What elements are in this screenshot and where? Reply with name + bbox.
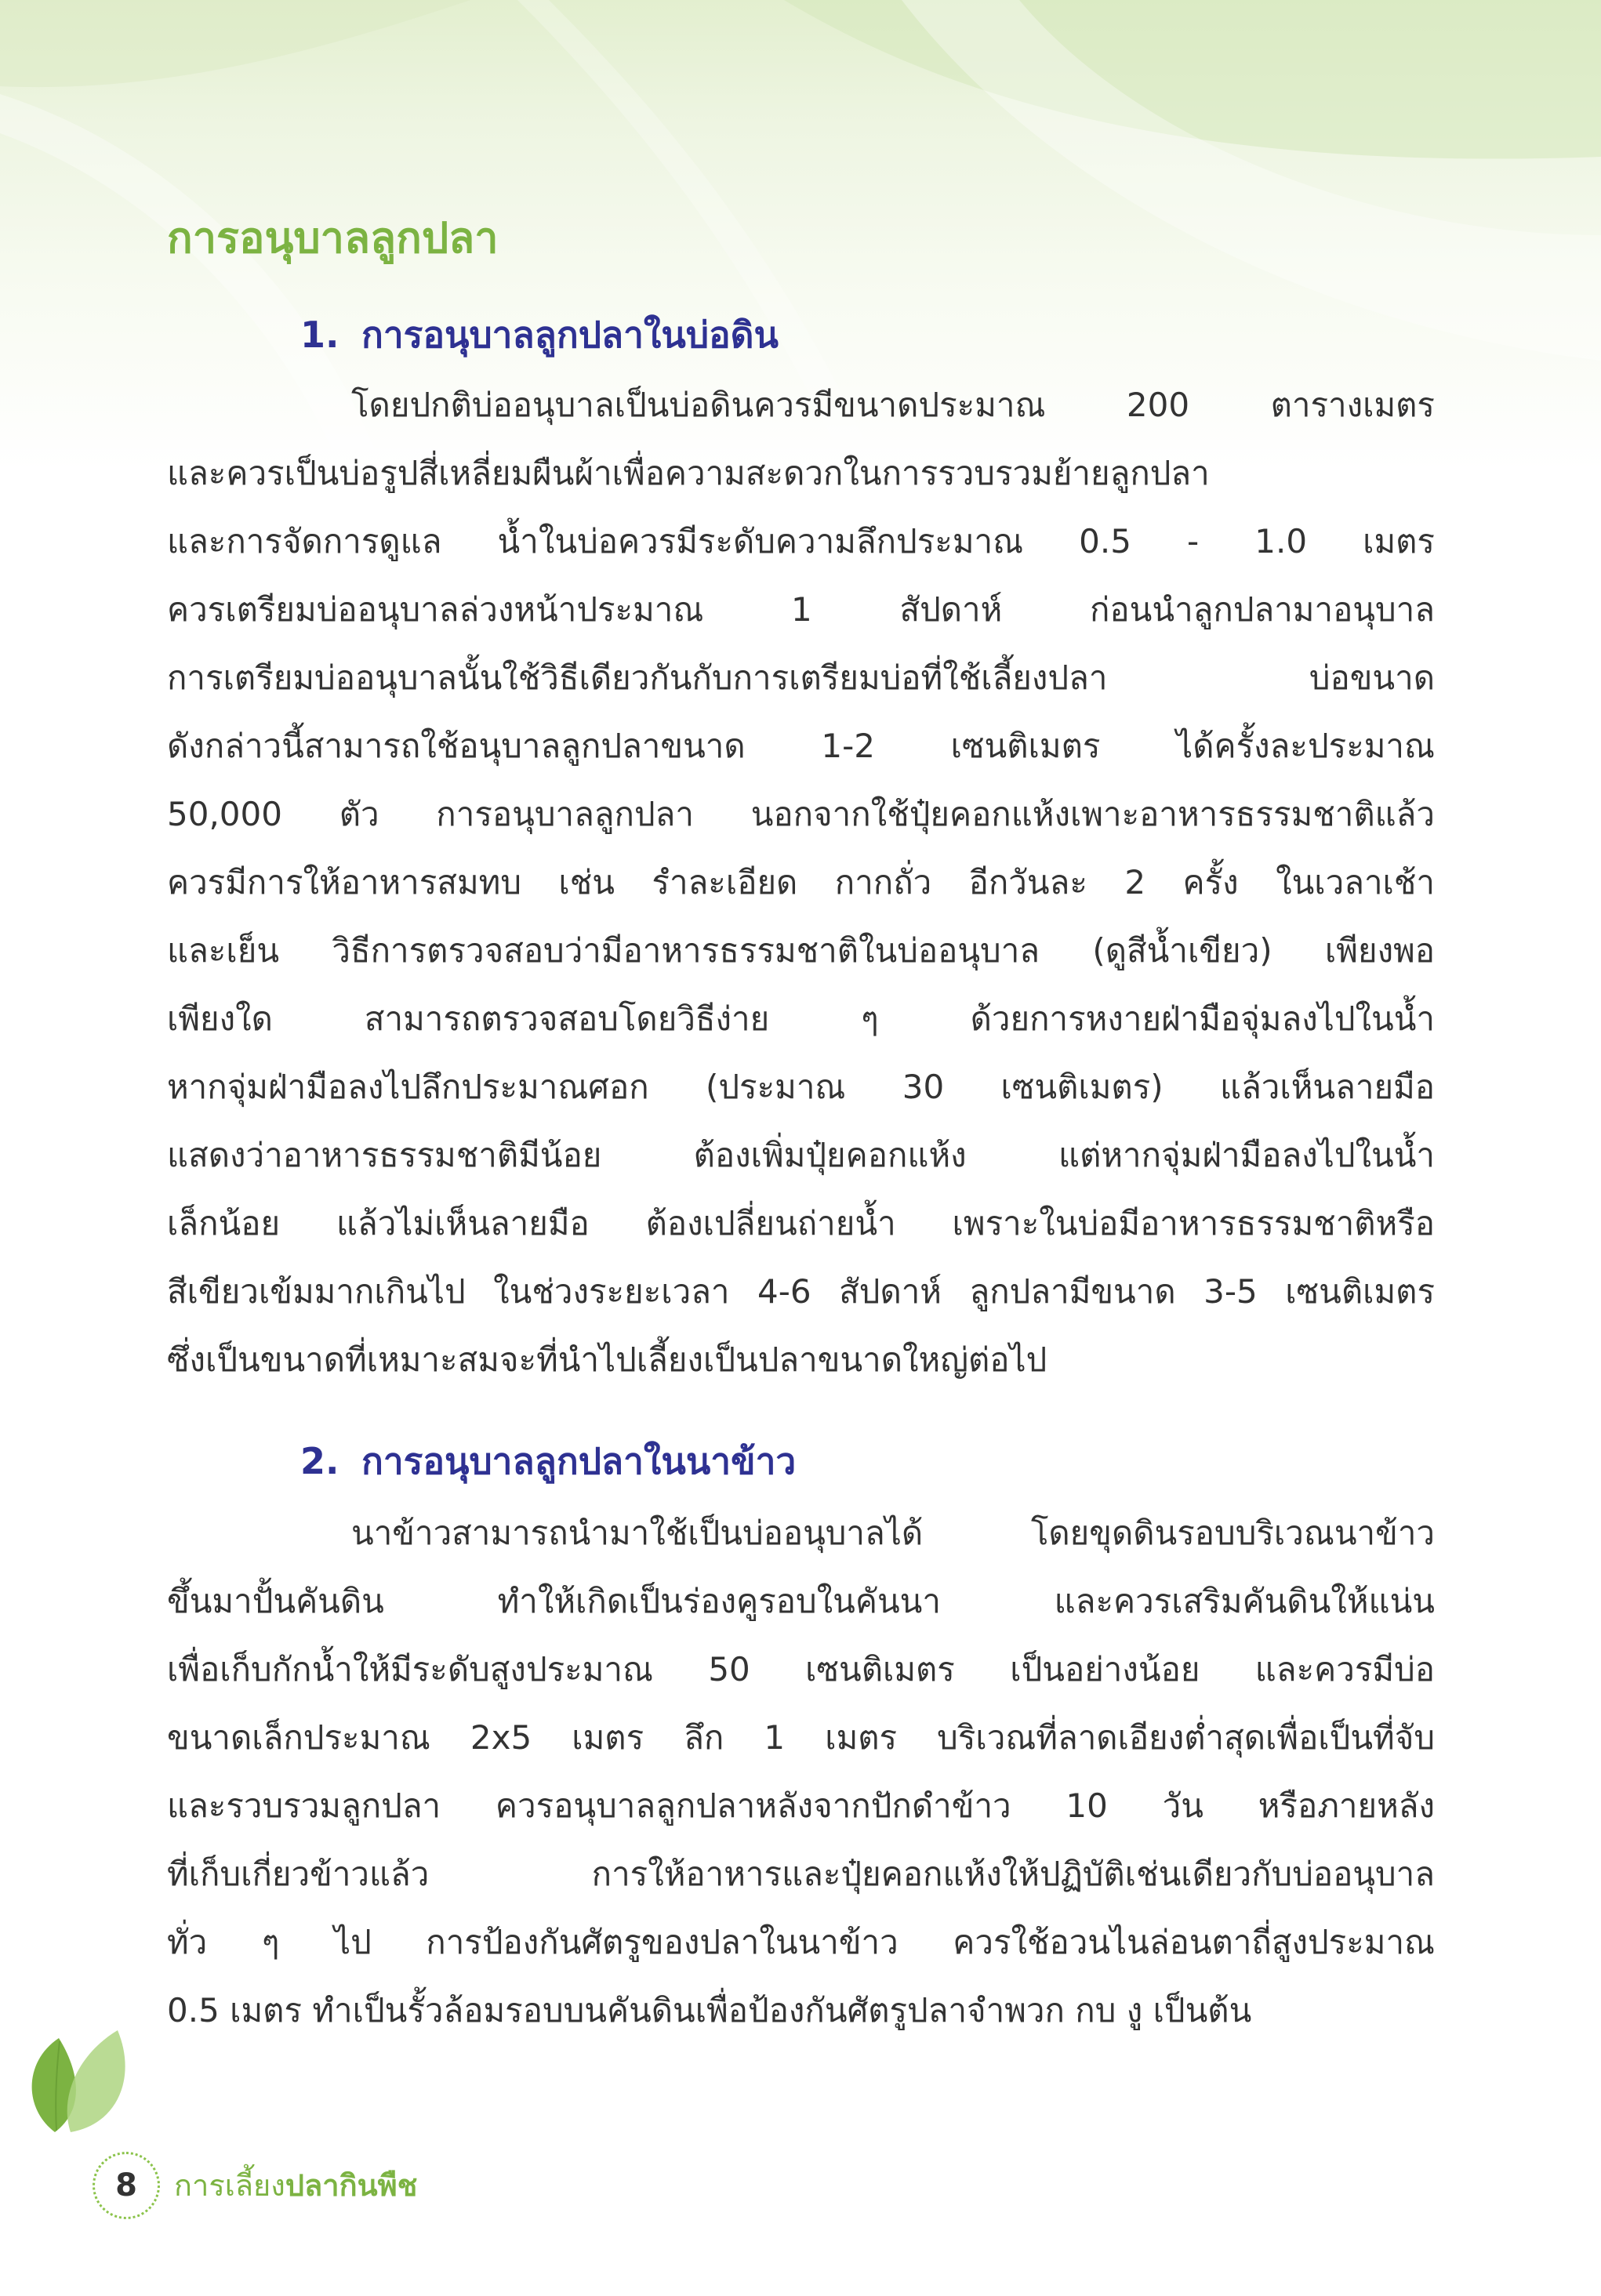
section-1-line-7: 50,000 ตัว การอนุบาลลูกปลา นอกจากใช้ปุ๋ยคอกแห้งเพาะอาหารธรรมชาติแล้ว — [167, 795, 1435, 833]
section-1-line-9: และเย็น วิธีการตรวจสอบว่ามีอาหารธรรมชาติในบ่ออนุบาล (ดูสีน้ำเขียว) เพียงพอ — [167, 931, 1435, 970]
running-book-title — [174, 2148, 417, 2223]
section-1-line-13: เล็กน้อย แล้วไม่เห็นลายมือ ต้องเปลี่ยนถ่ายน้ำ เพราะในบ่อมีอาหารธรรมชาติหรือ — [167, 1204, 1435, 1242]
section-1-line-14: สีเขียวเข้มมากเกินไป ในช่วงระยะเวลา 4-6 สัปดาห์ ลูกปลามีขนาด 3-5 เซนติเมตร — [167, 1272, 1435, 1311]
page-footer — [93, 2148, 417, 2223]
book-title-part-1: การเลี้ยง — [174, 2168, 285, 2203]
section-1-line-8: ควรมีการให้อาหารสมทบ เช่น รำละเอียด กากถั่ว อีกวันละ 2 ครั้ง ในเวลาเช้า — [167, 863, 1435, 901]
book-title-part-2: ปลากินพืช — [285, 2168, 418, 2203]
section-2-number: 2. — [300, 1440, 339, 1482]
leaf-icon — [24, 2022, 133, 2140]
section-1-line-15: ซึ่งเป็นขนาดที่เหมาะสมจะที่นำไปเลี้ยงเป็นปลาขนาดใหญ่ต่อไป — [167, 1340, 1047, 1379]
section-1-heading-text: การอนุบาลลูกปลาในบ่อดิน — [361, 314, 779, 356]
section-1-line-3: และการจัดการดูแล น้ำในบ่อควรมีระดับความลึกประมาณ 0.5 - 1.0 เมตร — [167, 522, 1435, 560]
section-1-line-11: หากจุ่มฝ่ามือลงไปลึกประมาณศอก (ประมาณ 30 เซนติเมตร) แล้วเห็นลายมือ — [167, 1068, 1435, 1106]
section-2-line-4: ขนาดเล็กประมาณ 2x5 เมตร ลึก 1 เมตร บริเวณที่ลาดเอียงต่ำสุดเพื่อเป็นที่จับ — [167, 1718, 1435, 1757]
section-1-line-1: โดยปกติบ่ออนุบาลเป็นบ่อดินควรมีขนาดประมาณ 200 ตารางเมตร — [351, 386, 1435, 424]
section-2-heading-text: การอนุบาลลูกปลาในนาข้าว — [361, 1440, 797, 1482]
section-2-line-1: นาข้าวสามารถนำมาใช้เป็นบ่ออนุบาลได้ โดยขุดดินรอบบริเวณนาข้าว — [351, 1514, 1435, 1552]
section-2-line-2: ขึ้นมาปั้นคันดิน ทำให้เกิดเป็นร่องคูรอบในคันนา และควรเสริมคันดินให้แน่น — [167, 1582, 1435, 1620]
section-2-line-8: 0.5 เมตร ทำเป็นรั้วล้อมรอบบนคันดินเพื่อป้องกันศัตรูปลาจำพวก กบ งู เป็นต้น — [167, 1991, 1252, 2029]
section-2-line-5: และรวบรวมลูกปลา ควรอนุบาลลูกปลาหลังจากปักดำข้าว 10 วัน หรือภายหลัง — [167, 1786, 1435, 1825]
section-2-line-7: ทั่ว ๆ ไป การป้องกันศัตรูของปลาในนาข้าว ควรใช้อวนไนล่อนตาถี่สูงประมาณ — [167, 1923, 1435, 1961]
page-number: 8 — [93, 2152, 160, 2219]
page-title: การอนุบาลลูกปลา — [167, 213, 499, 263]
section-2-heading — [300, 1436, 796, 1486]
section-1-heading — [300, 310, 779, 360]
section-1-line-2: และควรเป็นบ่อรูปสี่เหลี่ยมผืนผ้าเพื่อความสะดวกในการรวบรวมย้ายลูกปลา — [167, 454, 1210, 492]
section-2-line-3: เพื่อเก็บกักน้ำให้มีระดับสูงประมาณ 50 เซนติเมตร เป็นอย่างน้อย และควรมีบ่อ — [167, 1650, 1435, 1688]
section-1-line-10: เพียงใด สามารถตรวจสอบโดยวิธีง่าย ๆ ด้วยการหงายฝ่ามือจุ่มลงไปในน้ำ — [167, 999, 1435, 1038]
section-1-line-4: ควรเตรียมบ่ออนุบาลล่วงหน้าประมาณ 1 สัปดาห์ ก่อนนำลูกปลามาอนุบาล — [167, 590, 1435, 629]
section-1-line-5: การเตรียมบ่ออนุบาลนั้นใช้วิธีเดียวกันกับการเตรียมบ่อที่ใช้เลี้ยงปลา บ่อขนาด — [167, 658, 1435, 697]
section-1-line-6: ดังกล่าวนี้สามารถใช้อนุบาลลูกปลาขนาด 1-2 เซนติเมตร ได้ครั้งละประมาณ — [167, 727, 1435, 765]
section-1-number: 1. — [300, 314, 339, 356]
section-2-line-6: ที่เก็บเกี่ยวข้าวแล้ว การให้อาหารและปุ๋ยคอกแห้งให้ปฏิบัติเช่นเดียวกับบ่ออนุบาล — [167, 1855, 1435, 1893]
section-1-line-12: แสดงว่าอาหารธรรมชาติมีน้อย ต้องเพิ่มปุ๋ยคอกแห้ง แต่หากจุ่มฝ่ามือลงไปในน้ำ — [167, 1136, 1435, 1174]
